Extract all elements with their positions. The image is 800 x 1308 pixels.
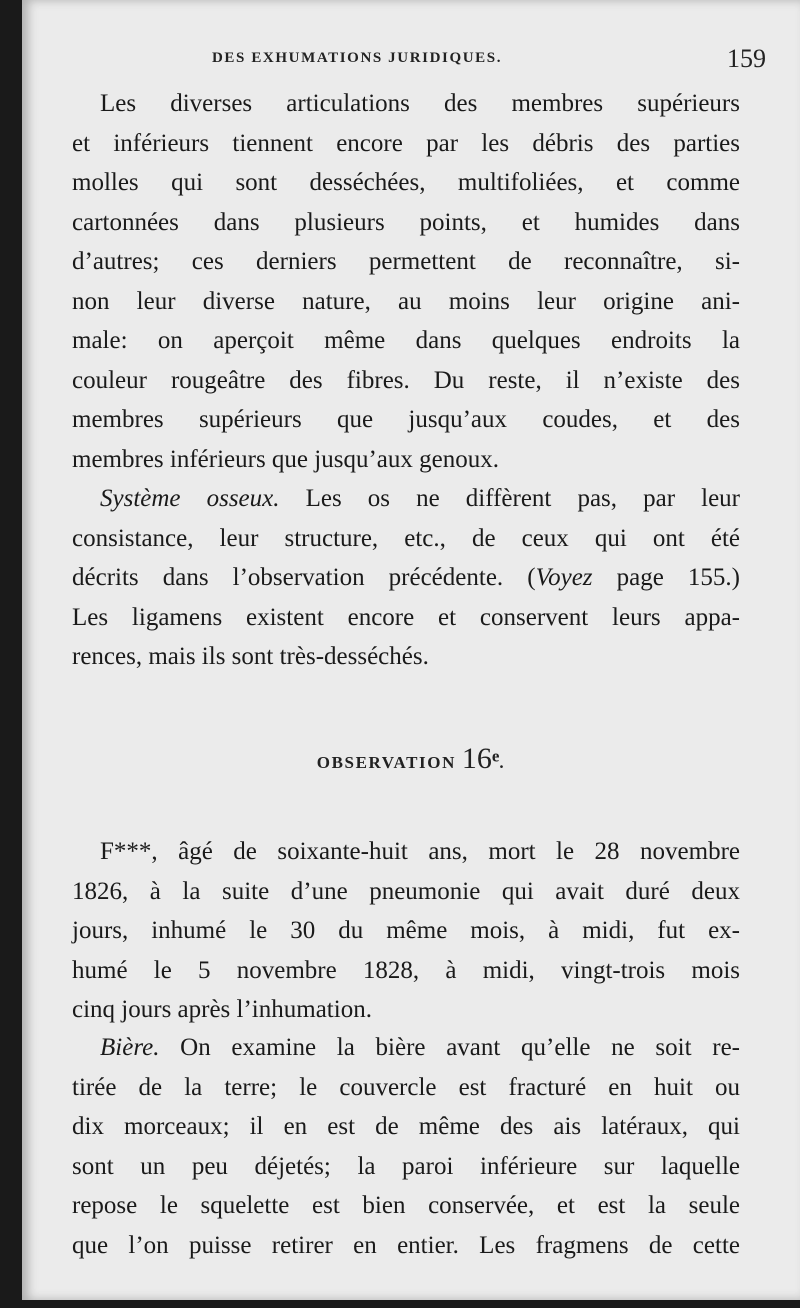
text-line: humé le 5 novembre 1828, à midi, vingt-trois mois	[72, 956, 740, 984]
text-line	[72, 479, 740, 519]
page-number: 159	[727, 44, 766, 73]
text-line: rences, mais ils sont très-desséchés.	[72, 643, 429, 670]
observation-label: OBSERVATION	[316, 753, 456, 772]
text-line: F***, âgé de soixante-huit ans, mort le 28 novembre	[100, 838, 740, 865]
observation-suffix: e	[491, 746, 500, 766]
text-line: membres supérieurs que jusqu’aux coudes, et des	[72, 406, 740, 433]
text-line: Les diverses articulations des membres supérieurs	[100, 90, 740, 117]
observation-end: .	[499, 753, 506, 772]
text-line: cinq jours après l’inhumation.	[72, 996, 372, 1023]
text-fragment: On examine la bière avant qu’elle ne soit re-	[159, 1034, 740, 1061]
text-line: et inférieurs tiennent encore par les débris des parties	[72, 129, 740, 157]
text-line	[72, 558, 740, 598]
text-line: 1826, à la suite d’une pneumonie qui avait duré deux	[72, 877, 740, 905]
observation-heading	[22, 742, 800, 776]
text-line: jours, inhumé le 30 du même mois, à midi, fut ex-	[72, 917, 740, 944]
text-fragment: Les os ne diffèrent pas, par leur	[279, 485, 740, 512]
text-line: que l’on puisse retirer en entier. Les fragmens de cette	[72, 1231, 740, 1259]
text-line: tirée de la terre; le couvercle est fracturé en huit ou	[72, 1073, 740, 1101]
running-title: DES EXHUMATIONS JURIDIQUES.	[212, 50, 503, 66]
observation-number: 16	[461, 742, 492, 775]
text-line: dix morceaux; il en est de même des ais latéraux, qui	[72, 1113, 740, 1140]
text-line: sont un peu déjetés; la paroi inférieure sur laquelle	[72, 1152, 740, 1180]
paragraph-case-f	[72, 832, 740, 1030]
text-line: male: on aperçoit même dans quelques endroits la	[72, 327, 740, 354]
text-line: molles qui sont desséchées, multifoliées, et comme	[72, 169, 740, 196]
text-fragment: page 155.)	[592, 564, 740, 591]
page-header	[22, 44, 800, 80]
section-lead-systeme-osseux: Système osseux.	[100, 485, 280, 512]
text-line: d’autres; ces derniers permettent de reconnaître, si-	[72, 248, 740, 275]
text-line: membres inférieurs que jusqu’aux genoux.	[72, 445, 499, 473]
paragraph-articulations	[72, 84, 740, 479]
section-lead-biere: Bière.	[100, 1034, 160, 1061]
paragraph-biere	[72, 1028, 740, 1265]
text-line	[72, 1028, 740, 1068]
text-line: couleur rougeâtre des fibres. Du reste, il n’existe des	[72, 366, 740, 394]
text-line: Les ligamens existent encore et conservent leurs appa-	[72, 603, 740, 631]
book-page	[22, 0, 800, 1300]
text-line: consistance, leur structure, etc., de ceux qui ont été	[72, 524, 740, 552]
cross-reference-voyez: Voyez	[535, 564, 593, 591]
paragraph-systeme-osseux	[72, 479, 740, 677]
text-line: repose le squelette est bien conservée, et est la seule	[72, 1192, 740, 1219]
text-line: non leur diverse nature, au moins leur origine ani-	[72, 287, 740, 315]
text-line: cartonnées dans plusieurs points, et humides dans	[72, 208, 740, 236]
text-fragment: décrits dans l’observation précédente. (	[72, 564, 536, 591]
